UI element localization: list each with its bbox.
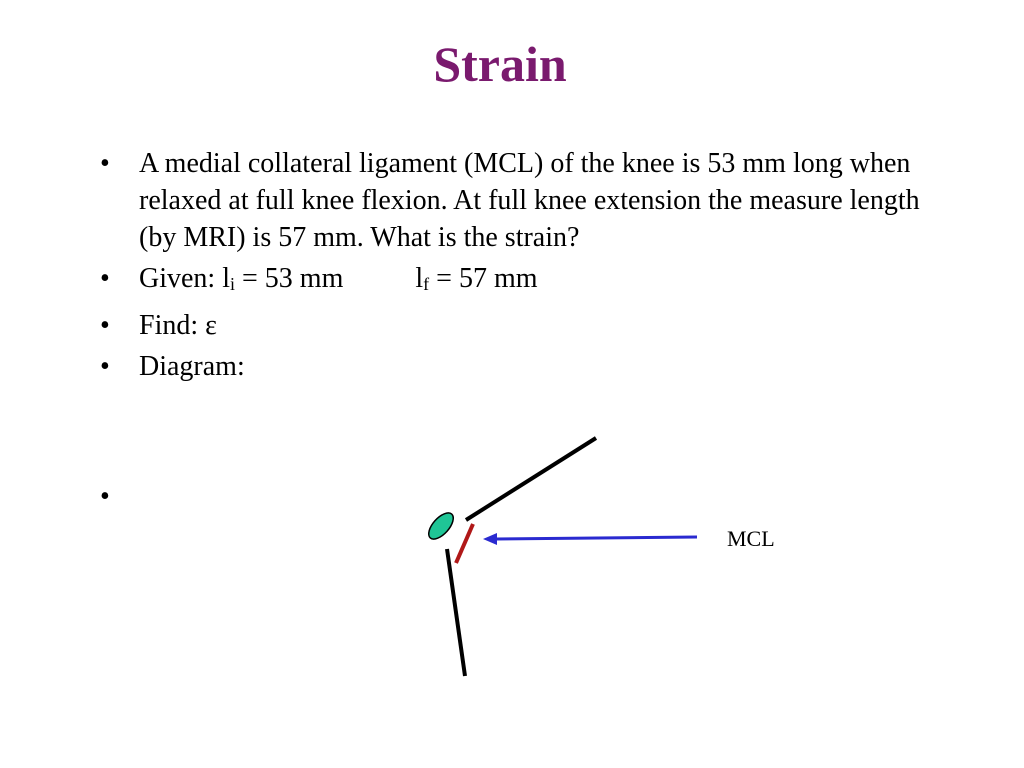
given-li-symbol: l [222,263,230,294]
patella-ellipse [424,509,457,543]
bullet-dot: • [100,148,110,179]
slide-title: Strain [433,36,567,92]
tibia-line [447,549,465,676]
given-lf-symbol: l [415,263,424,294]
find-prefix: Find: [139,310,206,341]
arrow-shaft [496,537,697,539]
bullet-dot: • [100,310,110,341]
diagram-heading: Diagram: [139,351,245,382]
given-li-value: = 53 mm [235,263,344,294]
arrow-head-icon [483,533,497,545]
epsilon-symbol: ε [205,310,217,341]
given-lf-value: = 57 mm [429,263,538,294]
given-prefix: Given: [139,263,223,294]
mcl-ligament-line [456,524,473,563]
mcl-label: MCL [727,526,775,551]
empty-bullet: • [100,481,110,512]
given-li-subscript: i [230,274,236,294]
bullet-dot: • [100,351,110,382]
problem-text: A medial collateral ligament (MCL) of the knee is 53 mm long when relaxed at full knee flexion. At full knee extension the measure length (by MRI) is 57 mm. What is the strain? [139,148,920,253]
bullet-dot: • [100,263,110,294]
femur-line [466,438,596,520]
given-lf-subscript: f [423,274,430,294]
